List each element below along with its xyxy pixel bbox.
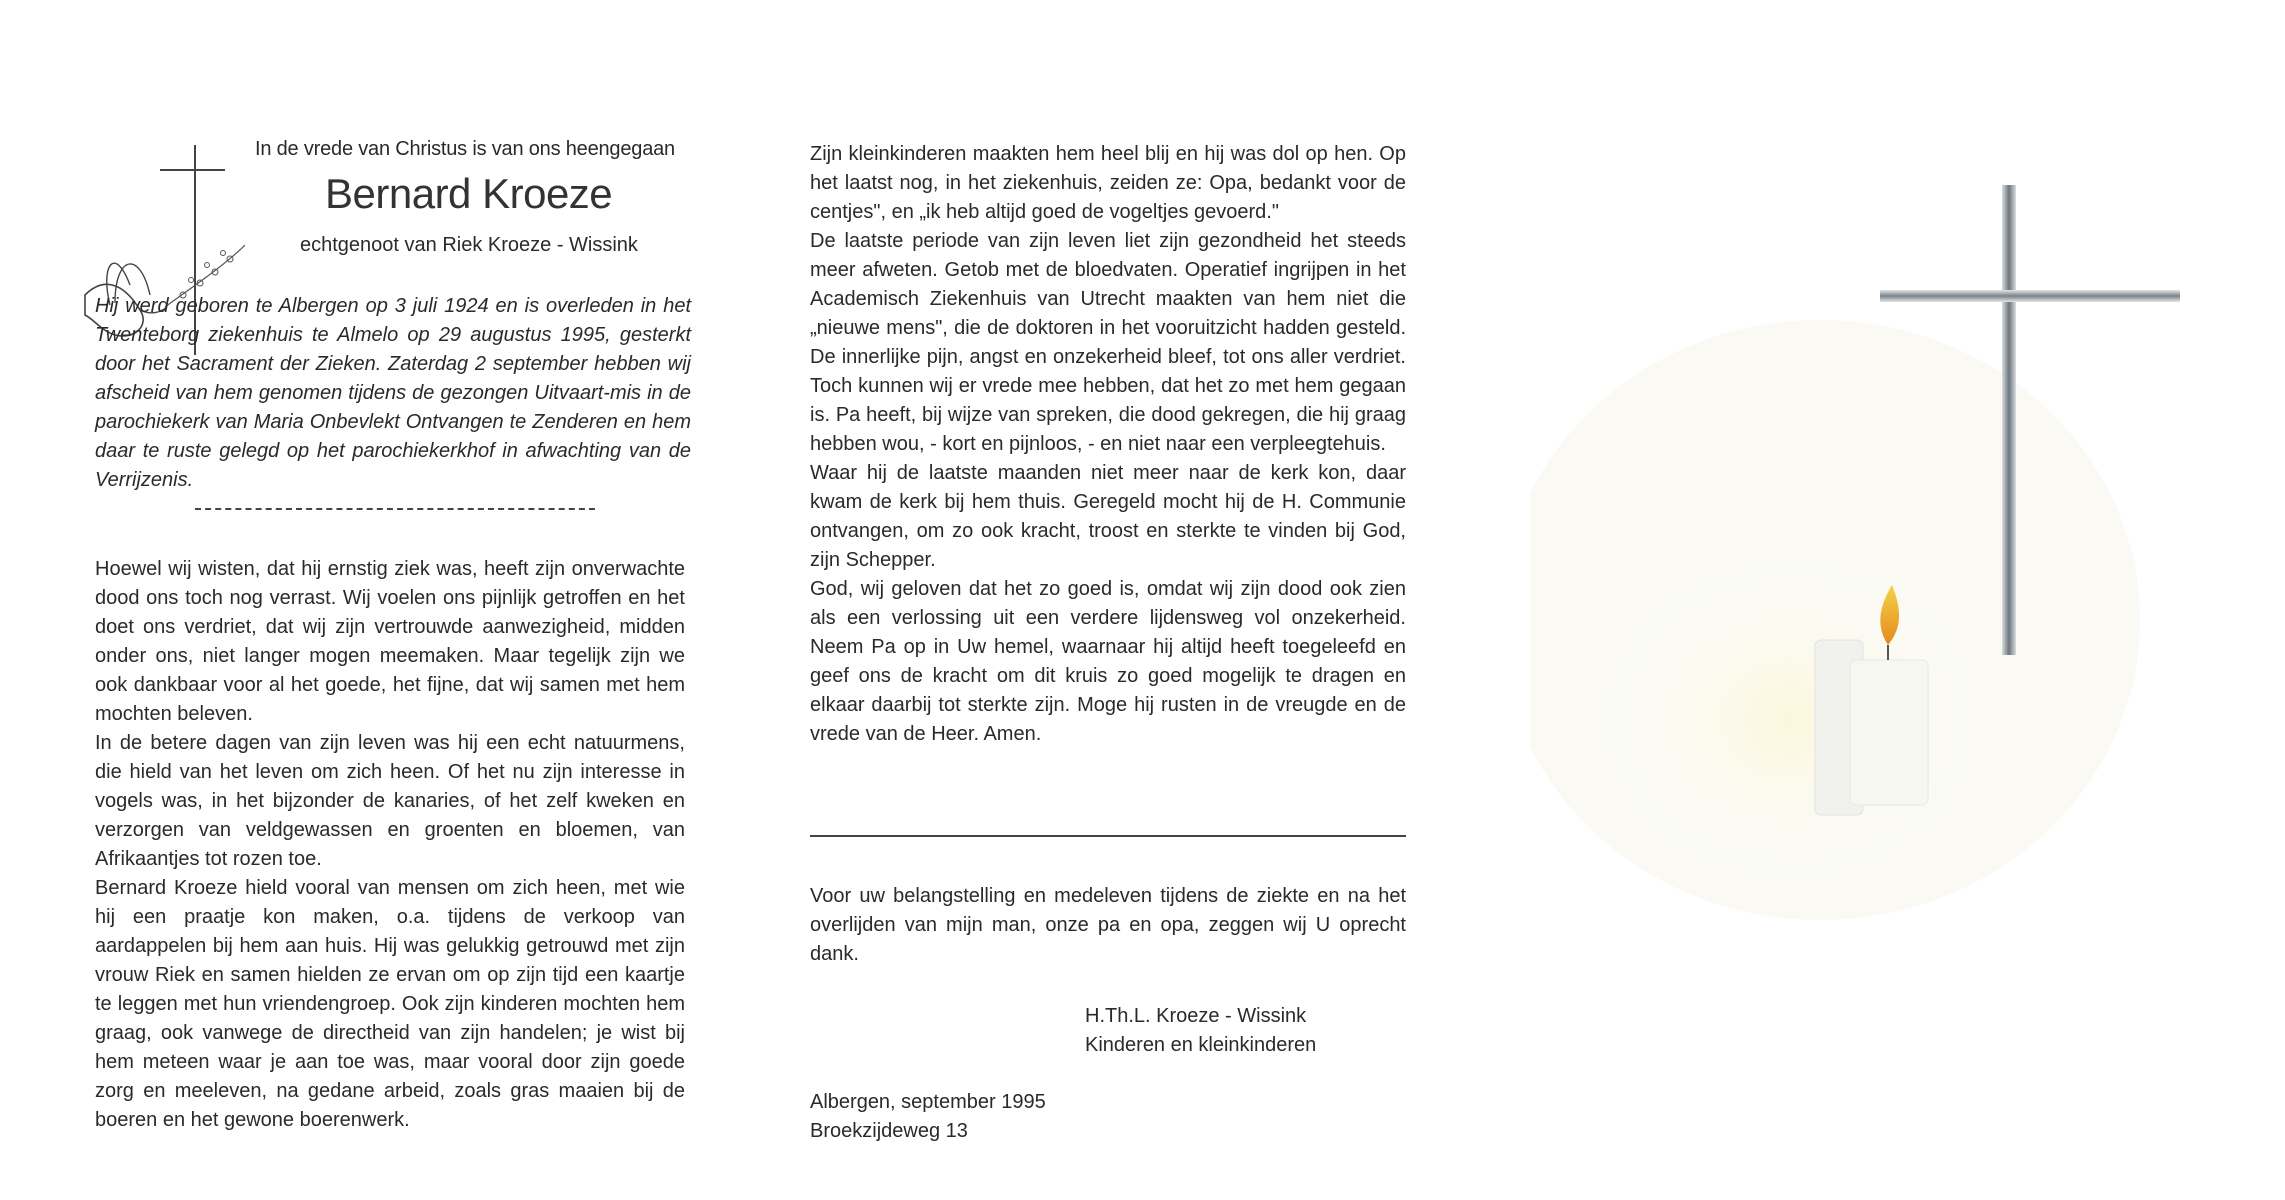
thanks-paragraph: Voor uw belangstelling en medeleven tijdens de ziekte en na het overlijden van mijn man, onze pa en opa, zeggen wij U oprecht dank. bbox=[810, 885, 1406, 965]
signature bbox=[1085, 1002, 1316, 1060]
birth-death-paragraph: Hij werd geboren te Albergen op 3 juli 1924 en is overleden in het Twenteborg ziekenhuis te Almelo op 29 augustus 1995, gesterkt door het Sacrament der Zieken. Zaterdag 2 september hebben wij afscheid van hem genomen tijdens de gezongen Uitvaart-mis in de parochiekerk van Maria Onbevlekt Ontvangen te Zenderen en hem daar te ruste gelegd op het parochiekerkhof in afwachting van de Verrijzenis. bbox=[95, 295, 691, 491]
deceased-name: Bernard Kroeze bbox=[325, 170, 613, 217]
paragraph: In de betere dagen van zijn leven was hij een echt natuurmens, die hield van het leven om zich heen. Of het nu zijn interesse in vogels was, in het bijzonder de kanaries, of het zelf kweken en verzorgen van veldgewassen en groenten en bloemen, van Afrikaantjes tot rozen toe. bbox=[95, 732, 685, 870]
street-address: Broekzijdeweg 13 bbox=[810, 1120, 968, 1142]
left-body-text bbox=[95, 555, 685, 1135]
paragraph: Bernard Kroeze hield vooral van mensen om zich heen, met wie hij een praatje kon maken, o.a. tijdens de verkoop van aardappelen bij hem aan huis. Hij was gelukkig getrouwd met zijn vrouw Riek en samen hielden ze ervan om op zijn tijd een kaartje te leggen met hun vriendengroep. Ook zijn kinderen mochten hem graag, ook vanwege de directheid van zijn handelen; je wist bij hem meteen waar je aan toe was, maar vooral door zijn goede zorg en meeleven, na gedane arbeid, zoals gras maaien bij de boeren en het gewone boerenwerk. bbox=[95, 877, 685, 1131]
paragraph: Zijn kleinkinderen maakten hem heel blij en hij was dol op hen. Op het laatst nog, in het ziekenhuis, zeiden ze: Opa, bedankt voor de centjes", en „ik heb altijd goed de vogeltjes gevoerd." bbox=[810, 143, 1406, 223]
paragraph: Hoewel wij wisten, dat hij ernstig ziek was, heeft zijn onverwachte dood ons toch nog verrast. Wij voelen ons pijnlijk getroffen en het doet ons verdriet, dat wij zijn vertrouwde aanwezigheid, midden onder ons, niet langer mogen meemaken. Maar tegelijk zijn we ook dankbaar voor al het goede, het fijne, dat wij samen met hem mochten beleven. bbox=[95, 558, 685, 725]
spouse-line: echtgenoot van Riek Kroeze - Wissink bbox=[300, 234, 638, 256]
address bbox=[810, 1088, 1046, 1146]
signature-name: H.Th.L. Kroeze - Wissink bbox=[1085, 1005, 1307, 1027]
cross-candle-artwork-icon bbox=[1530, 0, 2285, 1200]
dashed-divider bbox=[195, 508, 595, 510]
cover-artwork bbox=[1530, 0, 2285, 1200]
intro-line: In de vrede van Christus is van ons heengegaan bbox=[255, 138, 675, 160]
paragraph: Waar hij de laatste maanden niet meer naar de kerk kon, daar kwam de kerk bij hem thuis. Geregeld mocht hij de H. Communie ontvangen, om zo ook kracht, troost en sterkte te vinden bij God, zijn Schepper. bbox=[810, 462, 1406, 571]
paragraph: God, wij geloven dat het zo goed is, omdat wij zijn dood ook zien als een verlossing uit een verdere lijdensweg vol onzekerheid. Neem Pa op in Uw hemel, waarnaar hij altijd heeft toegeleefd en geef ons de kracht om dit kruis zo goed mogelijk te dragen en elkaar daarbij tot sterkte zijn. Moge hij rusten in de vreugde en de vrede van de Heer. Amen. bbox=[810, 578, 1406, 745]
paragraph: De laatste periode van zijn leven liet zijn gezondheid het steeds meer afweten. Getob met de bloedvaten. Operatief ingrijpen in het Academisch Ziekenhuis van Utrecht maakten van hem niet die „nieuwe mens", die de doktoren in het vooruitzicht hadden gesteld. De innerlijke pijn, angst en onzekerheid bleef, tot ons aller verdriet. Toch kunnen wij er vrede mee hebben, dat het zo met hem gegaan is. Pa heeft, bij wijze van spreken, die dood gekregen, die hij graag hebben wou, - kort en pijnloos, - en niet naar een verpleegtehuis. bbox=[810, 230, 1406, 455]
place-date: Albergen, september 1995 bbox=[810, 1091, 1046, 1113]
middle-body-text bbox=[810, 140, 1406, 749]
signature-family: Kinderen en kleinkinderen bbox=[1085, 1034, 1317, 1056]
solid-divider bbox=[810, 835, 1406, 837]
